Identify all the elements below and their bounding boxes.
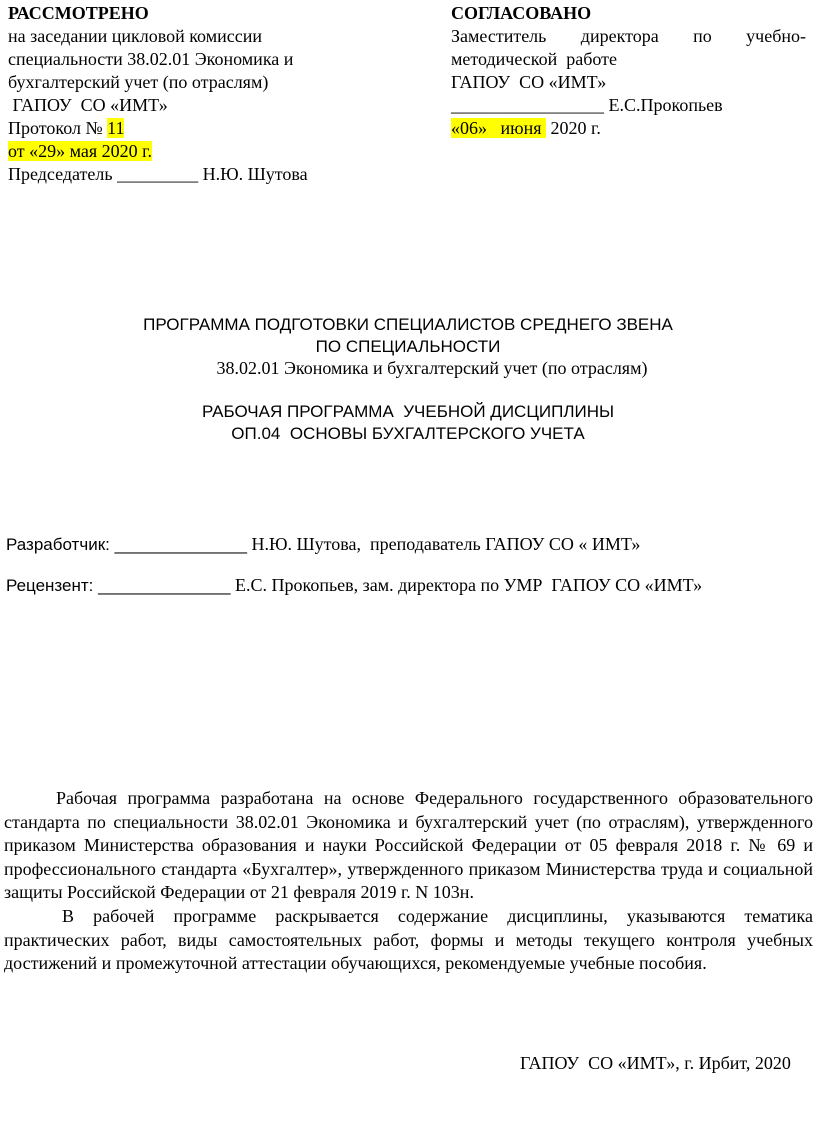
title-line-1: ПРОГРАММА ПОДГОТОВКИ СПЕЦИАЛИСТОВ СРЕДНЕГО ЗВЕНА <box>143 315 673 334</box>
left-heading: РАССМОТРЕНО <box>8 3 149 23</box>
approval-year: 2020 г. <box>546 118 601 138</box>
right-line-1: Заместитель директора по учебно- <box>451 26 806 46</box>
right-line-3: ГАПОУ СО «ИМТ» <box>451 72 607 92</box>
approval-date-line <box>451 117 601 140</box>
protocol-label: Протокол № <box>8 118 108 138</box>
title-line-4: РАБОЧАЯ ПРОГРАММА УЧЕБНОЙ ДИСЦИПЛИНЫ <box>201 402 615 421</box>
chair-signature-line: Председатель _________ Н.Ю. Шутова <box>8 164 308 184</box>
title-line-2: ПО СПЕЦИАЛЬНОСТИ <box>315 337 501 356</box>
footer-place-year: ГАПОУ СО «ИМТ», г. Ирбит, 2020 <box>520 1053 791 1073</box>
discipline-title: ОП.04 ОСНОВЫ БУХГАЛТЕРСКОГО УЧЕТА <box>231 424 585 443</box>
specialty-line: 38.02.01 Экономика и бухгалтерский учет (по отраслям) <box>216 358 648 378</box>
left-line-4: ГАПОУ СО «ИМТ» <box>8 95 168 115</box>
body-paragraph-1: Рабочая программа разработана на основе Федерального государственного образовательного стандарта по специальности 38.02.01 Экономика и бухгалтерский учет (по отраслям), утвержденного приказом Министерства образования и науки Российской Федерации от 05 февраля 2018 г. № 69 и профессионального стандарта «Бухгалтер», утвержденного приказом Министерства труда и социальной защиты Российской Федерации от 21 февраля 2019 г. N 103н. <box>4 788 813 902</box>
protocol-number: 11 <box>107 118 125 138</box>
protocol-line <box>8 117 124 140</box>
protocol-date: от «29» мая 2020 г. <box>8 141 153 161</box>
developer-line <box>6 533 640 556</box>
developer-text: Н.Ю. Шутова, преподаватель ГАПОУ СО « ИМТ» <box>246 534 641 554</box>
right-line-2: методической работе <box>451 49 617 69</box>
protocol-date-line <box>8 140 152 163</box>
body-paragraph-2: В рабочей программе раскрывается содержание дисциплины, указываются тематика практических работ, виды самостоятельных работ, формы и методы текущего контроля учебных достижений и промежуточной аттестации обучающихся, рекомендуемые учебные пособия. <box>4 906 813 973</box>
reviewer-label: Рецензент: ______________ <box>6 576 231 595</box>
approval-date: «06» июня <box>451 118 546 138</box>
left-line-3: бухгалтерский учет (по отраслям) <box>8 72 269 92</box>
developer-label: Разработчик: ______________ <box>6 535 247 554</box>
reviewer-text: Е.С. Прокопьев, зам. директора по УМР ГАПОУ СО «ИМТ» <box>230 575 703 595</box>
director-signature-line: _________________ Е.С.Прокопьев <box>451 95 723 115</box>
right-heading: СОГЛАСОВАНО <box>451 3 592 23</box>
reviewer-line <box>6 574 702 597</box>
left-line-1: на заседании цикловой комиссии <box>8 26 262 46</box>
left-line-2: специальности 38.02.01 Экономика и <box>8 49 294 69</box>
